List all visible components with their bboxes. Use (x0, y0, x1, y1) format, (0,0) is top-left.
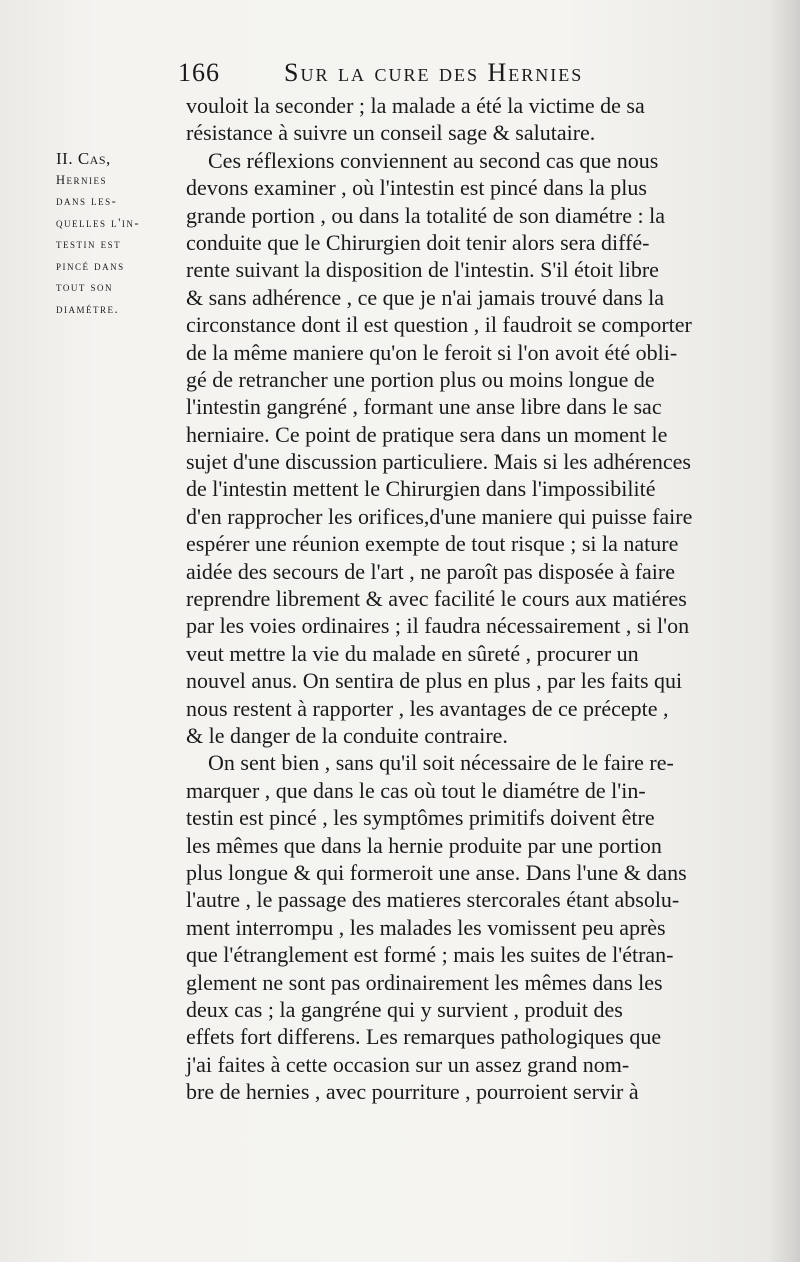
text-line: devons examiner , où l'intestin est pincé dans la plus (186, 175, 647, 201)
text-line: circonstance dont il est question , il faudroit se comporter (186, 312, 692, 338)
body-text (186, 92, 768, 1105)
text-line: résistance à suivre un conseil sage & salutaire. (186, 120, 596, 146)
text-line: plus longue & qui formeroit une anse. Dans l'une & dans (186, 859, 687, 885)
text-line: veut mettre la vie du malade en sûreté , procurer un (186, 640, 639, 666)
text-line: nous restent à rapporter , les avantages de ce précepte , (186, 695, 669, 721)
text-line: nouvel anus. On sentira de plus en plus , par les faits qui (186, 668, 683, 694)
text-line: effets fort differens. Les remarques pathologiques que (186, 1024, 662, 1050)
text-line: conduite que le Chirurgien doit tenir alors sera diffé- (186, 229, 650, 255)
margin-note-line: diamétre. (56, 301, 120, 316)
text-line: marquer , que dans le cas où tout le diamétre de l'in- (186, 777, 646, 803)
text-line: bre de hernies , avec pourriture , pourroient servir à (186, 1079, 639, 1105)
text-line: Ces réflexions conviennent au second cas que nous (208, 147, 659, 173)
text-line: vouloit la seconder ; la malade a été la victime de sa (186, 93, 645, 118)
margin-note-line: quelles l'in- (56, 215, 141, 230)
text-line: On sent bien , sans qu'il soit nécessaire de le faire re- (208, 750, 674, 776)
text-line: deux cas ; la gangréne qui y survient , produit des (186, 996, 623, 1022)
text-line: par les voies ordinaires ; il faudra nécessairement , si l'on (186, 613, 690, 639)
header-title: Sur la cure des Hernies (284, 58, 584, 87)
text-line: de l'intestin mettent le Chirurgien dans l'impossibilité (186, 476, 656, 502)
text-line: d'en rapprocher les orifices,d'une maniere qui puisse faire (186, 503, 693, 529)
text-line: espérer une réunion exempte de tout risque ; si la nature (186, 531, 679, 557)
margin-note (56, 148, 182, 320)
text-line: ment interrompu , les malades les vomissent peu après (186, 914, 666, 940)
text-line: les mêmes que dans la hernie produite par une portion (186, 832, 662, 858)
text-line: j'ai faites à cette occasion sur un assez grand nom- (186, 1051, 630, 1077)
text-line: & le danger de la conduite contraire. (186, 722, 508, 748)
text-line: sujet d'une discussion particuliere. Mais si les adhérences (186, 449, 691, 475)
text-line: aidée des secours de l'art , ne paroît pas disposée à faire (186, 558, 675, 584)
text-line: rente suivant la disposition de l'intestin. S'il étoit libre (186, 257, 659, 283)
text-line: grande portion , ou dans la totalité de son diamétre : la (186, 202, 665, 228)
margin-note-line: Hernies (56, 172, 108, 187)
text-line: reprendre librement & avec facilité le cours aux matiéres (186, 586, 687, 612)
text-line: gé de retrancher une portion plus ou moins longue de (186, 366, 655, 392)
text-line: testin est pincé , les symptômes primitifs doivent être (186, 805, 655, 831)
text-line: que l'étranglement est formé ; mais les suites de l'étran- (186, 942, 674, 968)
text-line: glement ne sont pas ordinairement les mêmes dans les (186, 969, 663, 995)
text-line: l'autre , le passage des matieres stercorales étant absolu- (186, 887, 680, 913)
margin-note-line: tout son (56, 280, 113, 294)
running-head (178, 58, 718, 94)
text-line: de la même maniere qu'on le feroit si l'on avoit été obli- (186, 339, 678, 365)
page-number: 166 (178, 58, 220, 87)
margin-note-line: testin est (56, 237, 122, 251)
text-line: l'intestin gangréné , formant une anse libre dans le sac (186, 394, 662, 420)
text-line: & sans adhérence , ce que je n'ai jamais trouvé dans la (186, 284, 664, 310)
text-line: herniaire. Ce point de pratique sera dans un moment le (186, 421, 668, 447)
margin-note-line: pincé dans (56, 258, 125, 273)
margin-note-line: II. Cas, (56, 149, 111, 168)
margin-note-line: dans les- (56, 194, 118, 208)
